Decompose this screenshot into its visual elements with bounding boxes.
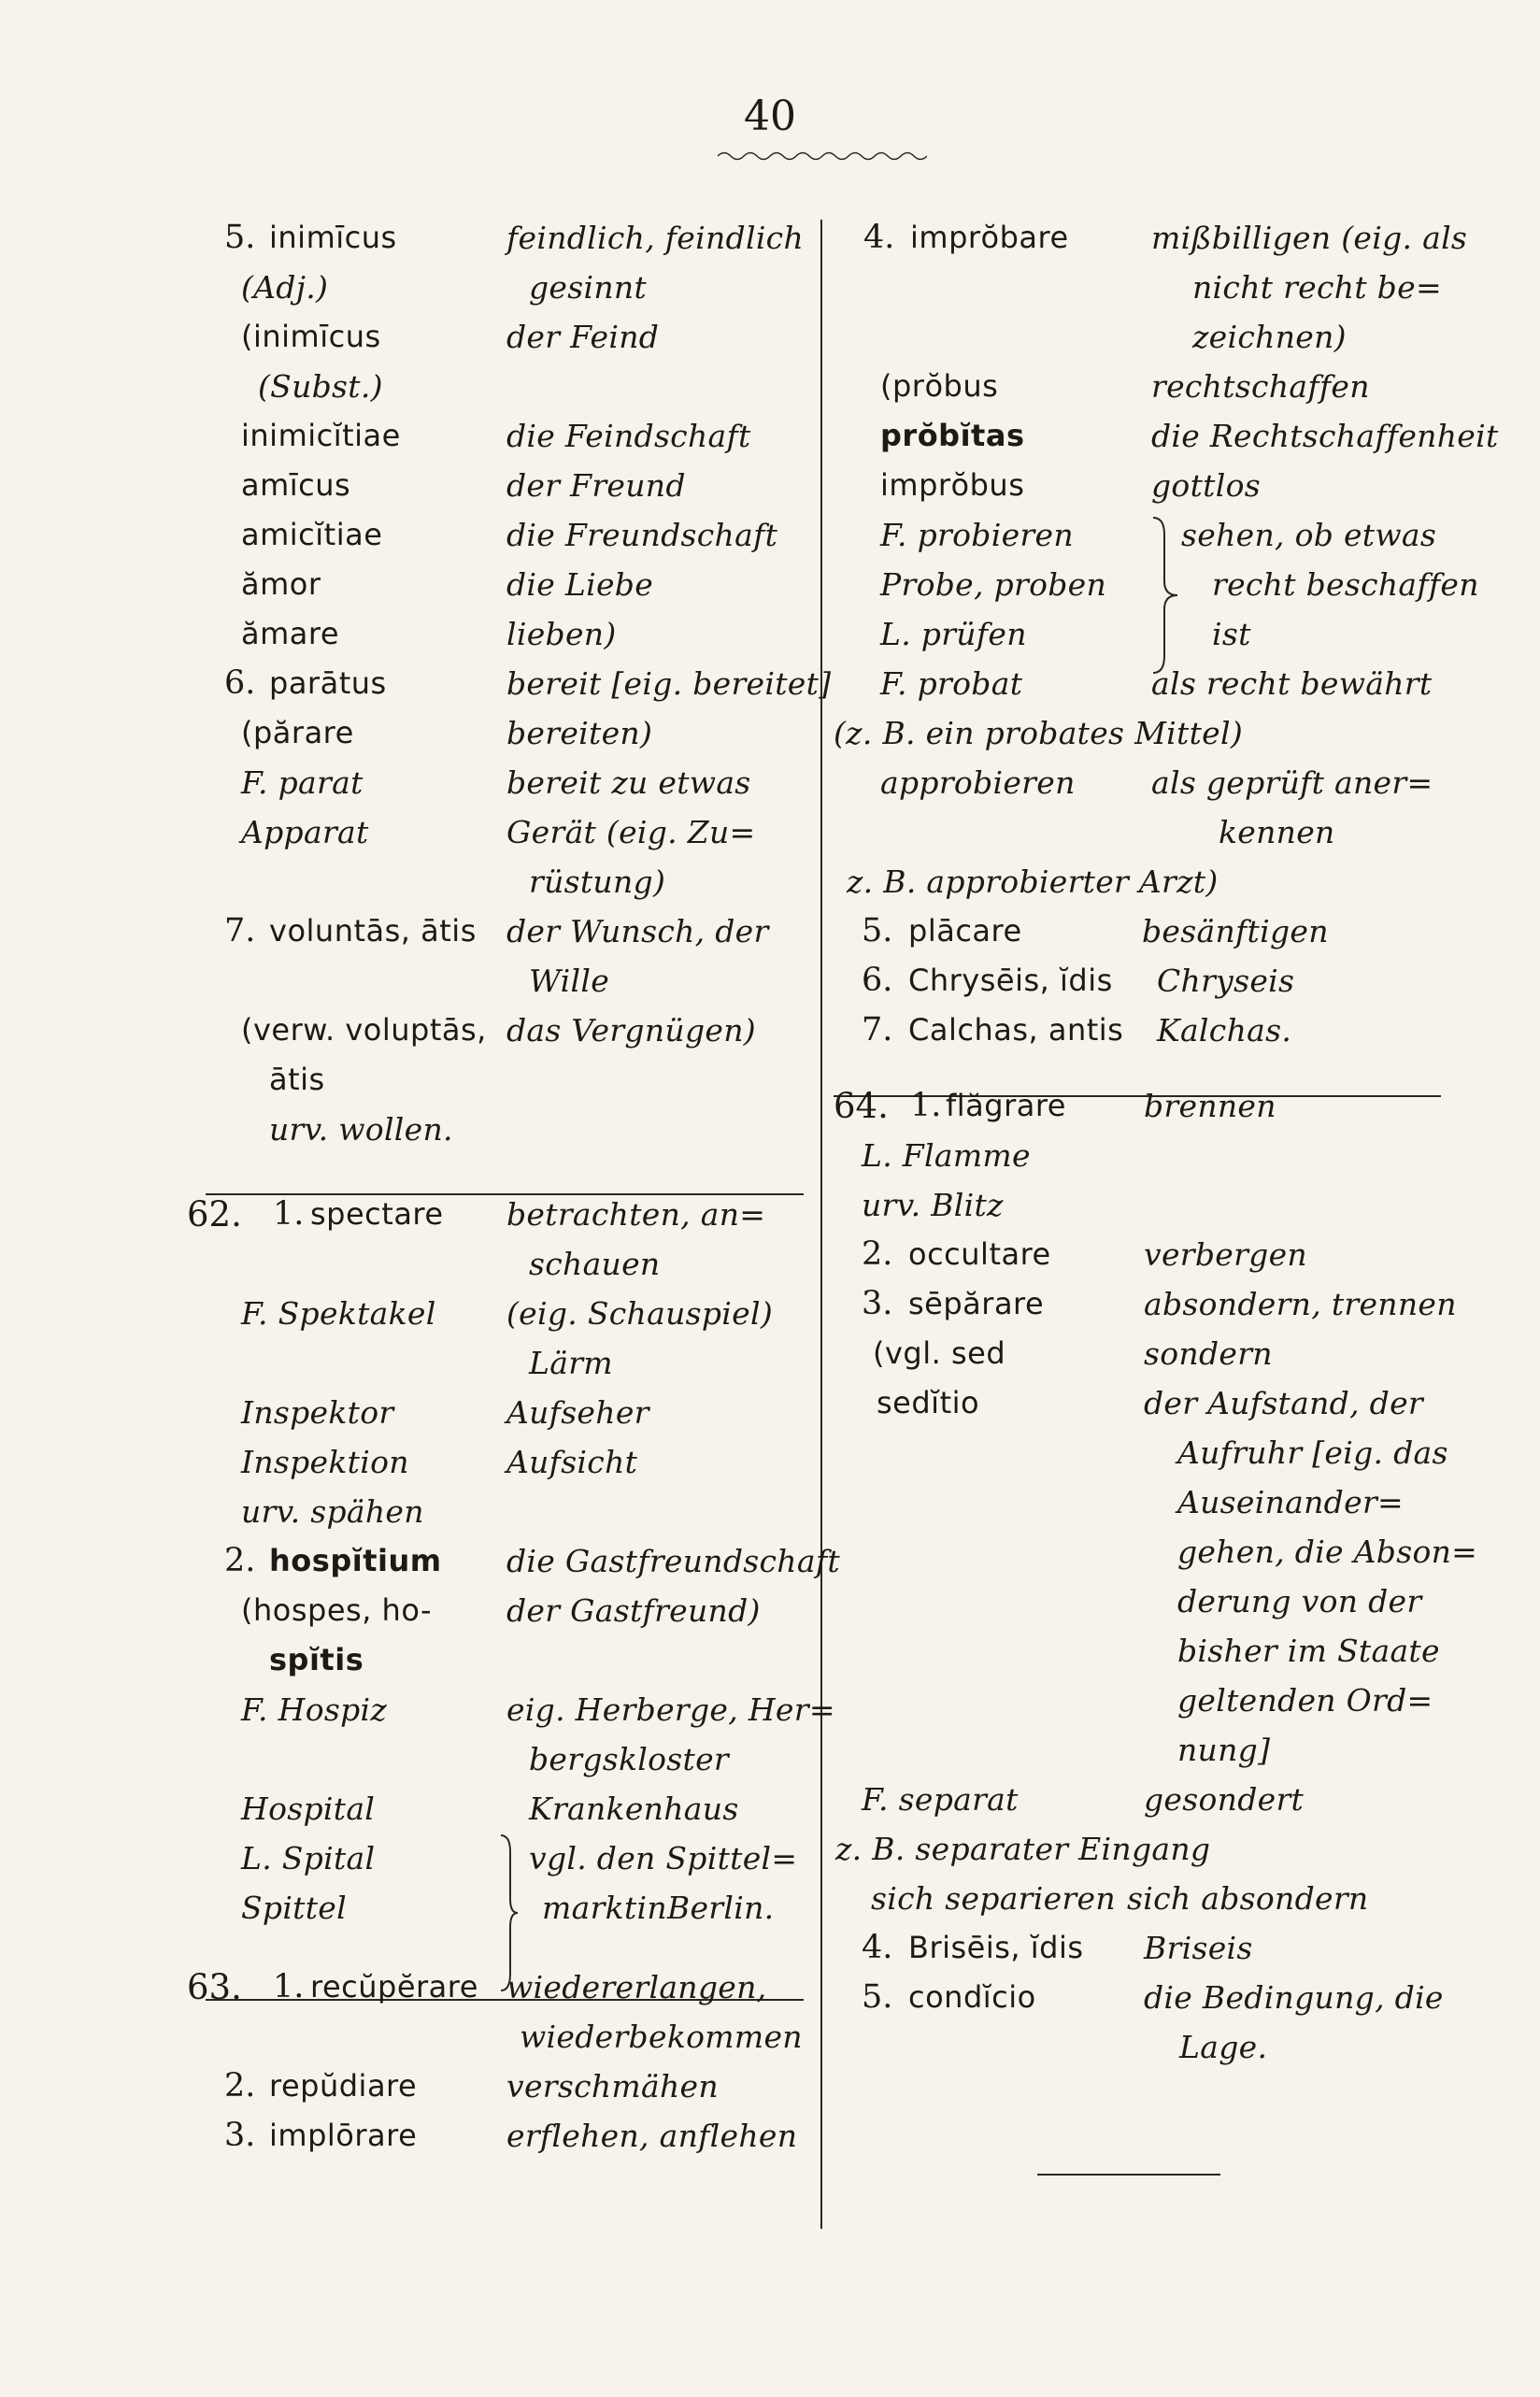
latin-term: imprŏbare bbox=[910, 220, 1069, 255]
translation: gesinnt bbox=[529, 269, 648, 306]
entry-number: 6. bbox=[224, 664, 256, 702]
derived-word: urv. spähen bbox=[241, 1493, 424, 1530]
translation: gottlos bbox=[1151, 467, 1261, 504]
translation: das Vergnügen) bbox=[506, 1012, 756, 1049]
entry-row bbox=[187, 906, 807, 956]
latin-term: implōrare bbox=[269, 2118, 418, 2153]
brace-icon bbox=[497, 1833, 520, 1992]
entry-number: 5. bbox=[862, 1978, 893, 2016]
translation: Aufseher bbox=[506, 1394, 649, 1431]
translation: recht beschaffen bbox=[1212, 566, 1479, 603]
translation: der Aufstand, der bbox=[1144, 1385, 1423, 1421]
translation: Auseinander= bbox=[1177, 1484, 1404, 1520]
entry-number: 6. bbox=[862, 962, 893, 999]
note: (Subst.) bbox=[258, 368, 383, 405]
entry-row bbox=[834, 1775, 1450, 1824]
entry-row bbox=[834, 659, 1450, 708]
translation: wiederbekommen bbox=[520, 2019, 803, 2055]
latin-term: sēpărare bbox=[908, 1286, 1045, 1321]
translation: Chryseis bbox=[1157, 963, 1295, 999]
entry-row bbox=[187, 2012, 807, 2062]
derived-word: Apparat bbox=[241, 814, 369, 850]
derived-word: Hospital bbox=[241, 1791, 376, 1827]
latin-term: occultare bbox=[908, 1236, 1051, 1272]
entry-row bbox=[187, 263, 807, 312]
entry-row bbox=[834, 213, 1468, 263]
translation: sehen, ob etwas bbox=[1181, 517, 1437, 553]
entry-row bbox=[187, 1239, 807, 1289]
section-number: 62. bbox=[187, 1194, 242, 1234]
translation: gehen, die Abson= bbox=[1177, 1534, 1478, 1570]
entry-row bbox=[187, 1055, 807, 1105]
section-rule bbox=[1037, 2174, 1220, 2176]
translation: die Freundschaft bbox=[506, 517, 778, 553]
entry-row bbox=[187, 956, 807, 1006]
translation: Briseis bbox=[1144, 1930, 1253, 1966]
derived-word: urv. wollen. bbox=[269, 1111, 453, 1148]
translation: geltenden Ord= bbox=[1177, 1682, 1433, 1719]
latin-term: Brisēis, ĭdis bbox=[908, 1930, 1084, 1965]
translation: rechtschaffen bbox=[1151, 368, 1370, 405]
entry-row bbox=[834, 1477, 1450, 1527]
entry-row bbox=[834, 411, 1499, 461]
derived-word: F. Hospiz bbox=[241, 1691, 388, 1728]
entry-row bbox=[834, 1081, 1450, 1131]
translation: (eig. Schauspiel) bbox=[506, 1295, 774, 1332]
wavy-ornament bbox=[718, 150, 927, 163]
translation: bereiten) bbox=[506, 715, 653, 751]
translation: Krankenhaus bbox=[529, 1791, 739, 1827]
entry-row bbox=[834, 956, 1450, 1006]
example: z. B. separater Eingang bbox=[835, 1831, 1211, 1867]
entry-row bbox=[834, 2022, 1450, 2072]
entry-row bbox=[187, 1289, 807, 1338]
translation: verbergen bbox=[1144, 1236, 1307, 1273]
entry-row bbox=[834, 1428, 1450, 1477]
entry-row bbox=[187, 312, 807, 362]
entry-row bbox=[187, 1388, 807, 1437]
latin-term: amicĭtiae bbox=[241, 517, 383, 552]
latin-term: repŭdiare bbox=[269, 2068, 418, 2104]
entry-row bbox=[187, 857, 807, 906]
section-number: 64. bbox=[834, 1086, 889, 1126]
column-divider bbox=[820, 220, 822, 2229]
derived-word: Probe, proben bbox=[880, 566, 1107, 603]
latin-term: Chrysēis, ĭdis bbox=[908, 963, 1113, 998]
entry-row bbox=[834, 461, 1450, 510]
entry-row bbox=[187, 807, 807, 857]
entry-row bbox=[834, 560, 1479, 609]
translation: absondern, trennen bbox=[1144, 1286, 1457, 1322]
translation: die Bedingung, die bbox=[1144, 1979, 1444, 2016]
entry-row bbox=[187, 1437, 807, 1487]
latin-term: Calchas, antis bbox=[908, 1012, 1124, 1048]
entry-row bbox=[834, 1725, 1450, 1775]
latin-term: hospĭtium bbox=[269, 1543, 442, 1578]
example: (z. B. ein probates Mittel) bbox=[834, 715, 1244, 751]
latin-term: parātus bbox=[269, 665, 387, 701]
entry-row bbox=[834, 1006, 1450, 1074]
entry-row bbox=[834, 609, 1450, 659]
derived-word: sich separieren bbox=[871, 1880, 1116, 1917]
entry-row bbox=[187, 758, 807, 807]
translation: kennen bbox=[1219, 814, 1335, 850]
entry-row bbox=[834, 1180, 1450, 1230]
entry-number: 1. bbox=[910, 1087, 942, 1124]
latin-term: (părare bbox=[241, 715, 354, 750]
translation: schauen bbox=[529, 1246, 661, 1282]
right-column bbox=[834, 213, 1499, 2072]
entry-number: 3. bbox=[862, 1285, 893, 1322]
entry-row bbox=[834, 362, 1450, 411]
brace-icon bbox=[1149, 516, 1183, 675]
entry-row bbox=[834, 1279, 1457, 1329]
entry-row bbox=[187, 1487, 807, 1536]
entry-row bbox=[834, 758, 1450, 807]
example: z. B. approbierter Arzt) bbox=[847, 863, 1219, 900]
entry-row bbox=[187, 609, 807, 659]
latin-term: (prŏbus bbox=[880, 368, 999, 404]
section-number: 63. bbox=[187, 1967, 242, 2007]
latin-term: imprŏbus bbox=[880, 467, 1025, 503]
derived-word: F. Spektakel bbox=[241, 1295, 436, 1332]
latin-term: plācare bbox=[908, 913, 1022, 949]
derived-word: L. Flamme bbox=[862, 1137, 1031, 1174]
latin-term: condĭcio bbox=[908, 1979, 1036, 2015]
translation: mißbilligen (eig. als bbox=[1151, 220, 1468, 256]
note: (Adj.) bbox=[241, 269, 329, 306]
entry-number: 1. bbox=[273, 1968, 305, 2005]
translation: als recht bewährt bbox=[1151, 665, 1433, 702]
entry-row bbox=[187, 2111, 807, 2161]
entry-row bbox=[834, 263, 1450, 312]
entry-row bbox=[187, 1338, 807, 1388]
entry-row bbox=[187, 1006, 807, 1055]
entry-number: 1. bbox=[273, 1195, 305, 1233]
entry-row bbox=[187, 1784, 807, 1833]
entry-row bbox=[834, 1131, 1450, 1180]
entry-row bbox=[187, 1685, 835, 1734]
translation: besänftigen bbox=[1142, 913, 1329, 949]
translation: rüstung) bbox=[529, 863, 666, 900]
translation: eig. Herberge, Her= bbox=[506, 1691, 835, 1728]
entry-row bbox=[834, 1577, 1450, 1626]
latin-term: ātis bbox=[269, 1062, 325, 1097]
entry-number: 4. bbox=[863, 219, 895, 256]
translation: marktinBerlin. bbox=[542, 1890, 775, 1926]
entry-row bbox=[834, 906, 1450, 956]
translation: wiedererlangen, bbox=[506, 1969, 767, 2005]
derived-word: urv. Blitz bbox=[862, 1187, 1004, 1223]
latin-term: spectare bbox=[310, 1196, 444, 1232]
translation: sondern bbox=[1144, 1335, 1273, 1372]
translation: Aufruhr [eig. das bbox=[1177, 1434, 1448, 1471]
entry-row bbox=[187, 461, 807, 510]
translation: feindlich, feindlich bbox=[506, 220, 805, 256]
derived-word: L. Spital bbox=[241, 1840, 376, 1876]
derived-word: F. probat bbox=[880, 665, 1023, 702]
derived-word: L. prüfen bbox=[880, 616, 1027, 652]
translation: die Liebe bbox=[506, 566, 654, 603]
translation: lieben) bbox=[506, 616, 617, 652]
entry-row bbox=[834, 807, 1450, 857]
translation: die Feindschaft bbox=[506, 418, 751, 454]
latin-term: inimīcus bbox=[269, 220, 397, 255]
derived-word: F. separat bbox=[862, 1781, 1019, 1818]
derived-word: F. parat bbox=[241, 764, 364, 801]
entry-row bbox=[187, 2062, 807, 2111]
entry-row bbox=[834, 1824, 1450, 1874]
translation: derung von der bbox=[1177, 1583, 1422, 1619]
entry-row bbox=[187, 1190, 807, 1239]
entry-row bbox=[834, 1626, 1450, 1676]
translation: nicht recht be= bbox=[1192, 269, 1442, 306]
entry-row bbox=[187, 1586, 807, 1635]
translation: Gerät (eig. Zu= bbox=[506, 814, 756, 850]
entry-row bbox=[834, 510, 1450, 560]
derived-word: Spittel bbox=[241, 1890, 347, 1926]
entry-row bbox=[187, 1536, 840, 1586]
entry-row bbox=[834, 708, 1450, 758]
entry-row bbox=[834, 312, 1450, 362]
entry-row bbox=[187, 659, 832, 708]
page-number: 40 bbox=[744, 93, 796, 140]
entry-row bbox=[187, 362, 807, 411]
latin-term: ămare bbox=[241, 616, 340, 651]
entry-row bbox=[187, 1734, 807, 1784]
entry-row bbox=[187, 1105, 807, 1173]
translation: Lage. bbox=[1179, 2029, 1268, 2065]
derived-word: Inspektion bbox=[241, 1444, 409, 1480]
entry-number: 5. bbox=[862, 912, 893, 949]
translation: zeichnen) bbox=[1192, 319, 1347, 355]
translation: betrachten, an= bbox=[506, 1196, 766, 1233]
latin-term: (vgl. sed bbox=[873, 1335, 1006, 1371]
entry-number: 7. bbox=[862, 1011, 893, 1049]
latin-term: (inimīcus bbox=[241, 319, 381, 354]
latin-term: sedĭtio bbox=[877, 1385, 980, 1420]
entry-row bbox=[834, 1676, 1450, 1725]
translation: ist bbox=[1212, 616, 1251, 652]
latin-term: (verw. voluptās, bbox=[241, 1012, 487, 1048]
translation: verschmähen bbox=[506, 2068, 719, 2105]
translation: brennen bbox=[1144, 1088, 1276, 1124]
entry-row bbox=[187, 708, 807, 758]
translation: der Gastfreund) bbox=[506, 1592, 761, 1629]
derived-word: F. probieren bbox=[880, 517, 1074, 553]
entry-number: 2. bbox=[224, 1542, 256, 1579]
entry-number: 2. bbox=[224, 2067, 256, 2105]
entry-number: 7. bbox=[224, 912, 256, 949]
latin-term: (hospes, ho- bbox=[241, 1592, 433, 1628]
latin-term: recŭpĕrare bbox=[310, 1969, 478, 2005]
latin-term: ămor bbox=[241, 566, 321, 602]
translation: vgl. den Spittel= bbox=[529, 1840, 798, 1876]
entry-number: 5. bbox=[224, 219, 256, 256]
translation: der Freund bbox=[506, 467, 686, 504]
translation: der Feind bbox=[506, 319, 660, 355]
translation: bisher im Staate bbox=[1177, 1633, 1440, 1669]
entry-row bbox=[834, 1923, 1450, 1973]
entry-row bbox=[187, 213, 807, 263]
entry-row bbox=[834, 1874, 1450, 1923]
entry-row bbox=[834, 857, 1450, 906]
entry-row bbox=[187, 510, 807, 560]
latin-term: prŏbĭtas bbox=[880, 418, 1025, 453]
derived-word: Inspektor bbox=[241, 1394, 394, 1431]
entry-row bbox=[187, 560, 807, 609]
entry-row bbox=[187, 1635, 807, 1685]
entry-number: 3. bbox=[224, 2117, 256, 2154]
translation: sich absondern bbox=[1127, 1880, 1369, 1917]
translation: Lärm bbox=[529, 1345, 613, 1381]
entry-row bbox=[834, 1378, 1450, 1428]
entry-row bbox=[834, 1527, 1478, 1577]
translation: nung] bbox=[1177, 1732, 1271, 1768]
latin-term: flăgrare bbox=[946, 1088, 1066, 1123]
translation: der Wunsch, der bbox=[506, 913, 769, 949]
derived-word: approbieren bbox=[880, 764, 1076, 801]
entry-number: 2. bbox=[862, 1235, 893, 1273]
translation: Wille bbox=[529, 963, 610, 999]
translation: als geprüft aner= bbox=[1151, 764, 1433, 801]
translation: Kalchas. bbox=[1157, 1012, 1292, 1049]
translation: bergskloster bbox=[529, 1741, 730, 1777]
entry-row bbox=[834, 1230, 1450, 1279]
entry-row bbox=[834, 1329, 1450, 1378]
latin-term: inimicĭtiae bbox=[241, 418, 401, 453]
translation: die Rechtschaffenheit bbox=[1151, 418, 1499, 454]
translation: bereit zu etwas bbox=[506, 764, 751, 801]
latin-term: spĭtis bbox=[269, 1642, 364, 1677]
entry-row bbox=[187, 411, 807, 461]
translation: bereit [eig. bereitet] bbox=[506, 665, 832, 702]
translation: Aufsicht bbox=[506, 1444, 638, 1480]
translation: die Gastfreundschaft bbox=[506, 1543, 840, 1579]
entry-number: 4. bbox=[862, 1929, 893, 1966]
entry-row bbox=[834, 1973, 1450, 2022]
latin-term: amīcus bbox=[241, 467, 351, 503]
latin-term: voluntās, ātis bbox=[269, 913, 477, 949]
translation: gesondert bbox=[1144, 1781, 1305, 1818]
translation: erflehen, anflehen bbox=[506, 2118, 798, 2154]
